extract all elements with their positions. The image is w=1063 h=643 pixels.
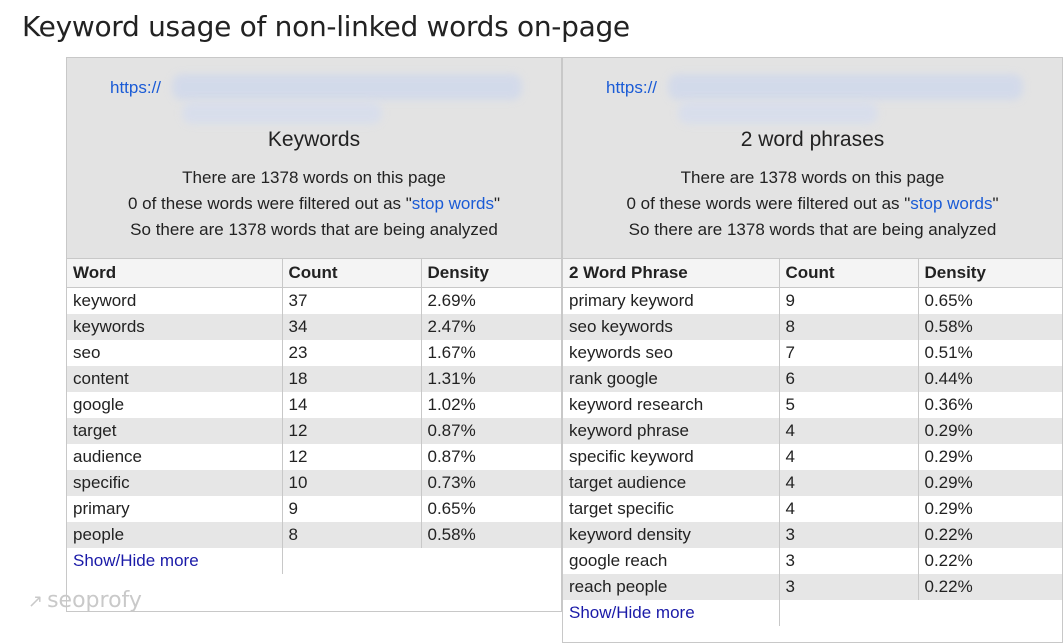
table-row bbox=[563, 340, 1062, 366]
cell-density: 0.87% bbox=[421, 418, 561, 444]
cell-density: 0.29% bbox=[918, 470, 1062, 496]
table-row bbox=[67, 340, 561, 366]
cell-count: 18 bbox=[282, 366, 421, 392]
cell-density: 0.29% bbox=[918, 496, 1062, 522]
table-row bbox=[563, 418, 1062, 444]
cell-count: 5 bbox=[779, 392, 918, 418]
column-header-word[interactable]: Word bbox=[67, 259, 282, 288]
cell-count: 14 bbox=[282, 392, 421, 418]
table-row bbox=[67, 418, 561, 444]
word-count-info: There are 1378 words on this page bbox=[182, 168, 446, 187]
cell-term: primary bbox=[67, 496, 282, 522]
cell-term: seo keywords bbox=[563, 314, 779, 340]
cell-density: 0.58% bbox=[918, 314, 1062, 340]
filtered-info bbox=[67, 194, 561, 214]
seoprofy-watermark bbox=[28, 588, 142, 613]
table-row bbox=[67, 444, 561, 470]
cell-term: keyword research bbox=[563, 392, 779, 418]
table-row bbox=[563, 574, 1062, 600]
keywords-page-url-link[interactable]: https:// bbox=[110, 78, 162, 97]
cell-term: reach people bbox=[563, 574, 779, 600]
show-hide-cell bbox=[67, 548, 282, 574]
arrow-icon: ↗ bbox=[28, 591, 44, 612]
cell-term: target bbox=[67, 418, 282, 444]
show-hide-more-link[interactable]: Show/Hide more bbox=[73, 551, 199, 570]
show-hide-row bbox=[67, 548, 561, 574]
cell-term: audience bbox=[67, 444, 282, 470]
redacted-url-blur bbox=[172, 74, 522, 100]
table-row bbox=[563, 444, 1062, 470]
cell-term: people bbox=[67, 522, 282, 548]
cell-term: target audience bbox=[563, 470, 779, 496]
filtered-info-prefix: 0 of these words were filtered out as " bbox=[626, 194, 911, 213]
cell-count: 34 bbox=[282, 314, 421, 340]
redacted-url-blur-2 bbox=[678, 102, 878, 124]
filtered-info-suffix: " bbox=[494, 194, 501, 213]
table-row bbox=[563, 314, 1062, 340]
cell-count: 12 bbox=[282, 444, 421, 470]
cell-count: 12 bbox=[282, 418, 421, 444]
show-hide-more-link[interactable]: Show/Hide more bbox=[569, 603, 695, 622]
table-row bbox=[67, 288, 561, 315]
table-row bbox=[67, 392, 561, 418]
phrases-page-url-link[interactable]: https:// bbox=[606, 78, 658, 97]
cell-term: seo bbox=[67, 340, 282, 366]
cell-count: 8 bbox=[282, 522, 421, 548]
table-row bbox=[67, 496, 561, 522]
cell-term: specific keyword bbox=[563, 444, 779, 470]
column-header-density[interactable]: Density bbox=[421, 259, 561, 288]
cell-term: specific bbox=[67, 470, 282, 496]
show-hide-cell bbox=[563, 600, 779, 626]
cell-density: 0.29% bbox=[918, 418, 1062, 444]
cell-density: 0.29% bbox=[918, 444, 1062, 470]
stop-words-link[interactable]: stop words bbox=[910, 194, 993, 213]
filtered-info-prefix: 0 of these words were filtered out as " bbox=[127, 194, 412, 213]
cell-density: 0.65% bbox=[421, 496, 561, 522]
table-row bbox=[563, 366, 1062, 392]
empty-cell bbox=[282, 548, 561, 574]
cell-term: keyword phrase bbox=[563, 418, 779, 444]
cell-density: 0.87% bbox=[421, 444, 561, 470]
cell-density: 2.69% bbox=[421, 288, 561, 315]
cell-term: target specific bbox=[563, 496, 779, 522]
cell-density: 1.31% bbox=[421, 366, 561, 392]
phrases-panel-title: 2 word phrases bbox=[740, 128, 885, 151]
table-row bbox=[563, 288, 1062, 315]
cell-term: google bbox=[67, 392, 282, 418]
cell-count: 4 bbox=[779, 470, 918, 496]
cell-count: 3 bbox=[779, 548, 918, 574]
cell-count: 37 bbox=[282, 288, 421, 315]
cell-density: 0.22% bbox=[918, 522, 1062, 548]
column-header-density[interactable]: Density bbox=[918, 259, 1062, 288]
cell-count: 3 bbox=[779, 574, 918, 600]
cell-density: 1.67% bbox=[421, 340, 561, 366]
cell-term: primary keyword bbox=[563, 288, 779, 315]
table-row bbox=[563, 392, 1062, 418]
cell-count: 10 bbox=[282, 470, 421, 496]
cell-density: 0.65% bbox=[918, 288, 1062, 315]
cell-density: 0.22% bbox=[918, 574, 1062, 600]
cell-count: 3 bbox=[779, 522, 918, 548]
table-row bbox=[67, 314, 561, 340]
cell-density: 0.22% bbox=[918, 548, 1062, 574]
column-header-count[interactable]: Count bbox=[779, 259, 918, 288]
cell-count: 23 bbox=[282, 340, 421, 366]
column-header-count[interactable]: Count bbox=[282, 259, 421, 288]
watermark-text: seoprofy bbox=[47, 588, 142, 613]
table-row bbox=[67, 522, 561, 548]
empty-cell bbox=[779, 600, 1062, 626]
show-hide-row bbox=[563, 600, 1062, 626]
cell-count: 4 bbox=[779, 496, 918, 522]
cell-density: 0.51% bbox=[918, 340, 1062, 366]
cell-density: 0.44% bbox=[918, 366, 1062, 392]
table-header-row bbox=[563, 259, 1062, 288]
cell-term: keyword density bbox=[563, 522, 779, 548]
cell-count: 6 bbox=[779, 366, 918, 392]
cell-term: content bbox=[67, 366, 282, 392]
cell-count: 7 bbox=[779, 340, 918, 366]
table-row bbox=[67, 470, 561, 496]
cell-count: 9 bbox=[282, 496, 421, 522]
phrases-panel bbox=[562, 57, 1063, 643]
cell-term: rank google bbox=[563, 366, 779, 392]
cell-count: 4 bbox=[779, 418, 918, 444]
filtered-info bbox=[563, 194, 1062, 214]
cell-term: keywords seo bbox=[563, 340, 779, 366]
stop-words-link[interactable]: stop words bbox=[411, 194, 494, 213]
cell-density: 0.73% bbox=[421, 470, 561, 496]
cell-density: 0.58% bbox=[421, 522, 561, 548]
table-header-row bbox=[67, 259, 561, 288]
redacted-url-blur-2 bbox=[182, 102, 382, 124]
analyzed-info: So there are 1378 words that are being analyzed bbox=[628, 220, 997, 239]
table-row bbox=[67, 366, 561, 392]
analyzed-info: So there are 1378 words that are being analyzed bbox=[130, 220, 498, 239]
keywords-panel-header bbox=[67, 58, 561, 259]
phrases-table bbox=[563, 259, 1062, 626]
filtered-info-suffix: " bbox=[992, 194, 999, 213]
cell-count: 4 bbox=[779, 444, 918, 470]
column-header-phrase[interactable]: 2 Word Phrase bbox=[563, 259, 779, 288]
redacted-url-blur bbox=[668, 74, 1023, 100]
table-row bbox=[563, 522, 1062, 548]
cell-term: keyword bbox=[67, 288, 282, 315]
phrases-panel-header bbox=[563, 58, 1062, 259]
keywords-panel-title: Keywords bbox=[267, 128, 361, 151]
cell-density: 2.47% bbox=[421, 314, 561, 340]
table-row bbox=[563, 470, 1062, 496]
cell-term: google reach bbox=[563, 548, 779, 574]
cell-term: keywords bbox=[67, 314, 282, 340]
keywords-panel bbox=[66, 57, 562, 612]
cell-count: 8 bbox=[779, 314, 918, 340]
cell-density: 1.02% bbox=[421, 392, 561, 418]
cell-count: 9 bbox=[779, 288, 918, 315]
page-title: Keyword usage of non-linked words on-page bbox=[22, 10, 630, 43]
cell-density: 0.36% bbox=[918, 392, 1062, 418]
keywords-table bbox=[67, 259, 561, 574]
table-row bbox=[563, 548, 1062, 574]
word-count-info: There are 1378 words on this page bbox=[680, 168, 945, 187]
table-row bbox=[563, 496, 1062, 522]
